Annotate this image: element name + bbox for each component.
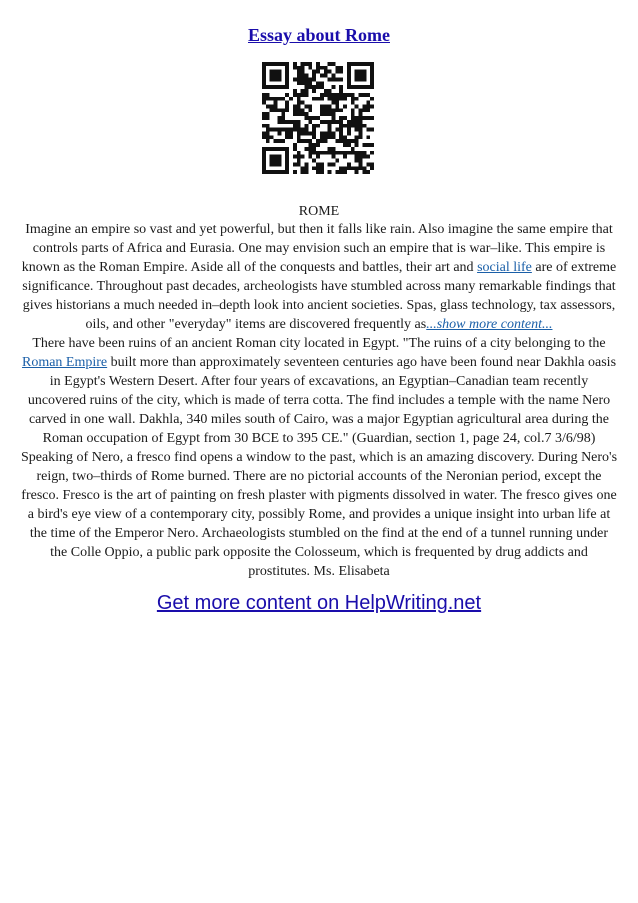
essay-heading: ROME — [298, 204, 340, 219]
social-life-link[interactable]: social life — [477, 260, 532, 275]
paragraph-3: Speaking of Nero, a fresco find opens a window to the past, which is an amazing discovery. During Nero's reign, two–thirds of Rome burned. There are no pictorial accounts of the Neronian period, except the fresco. Fresco is the art of painting on fresh plaster with pigments dissolved in water. The fresco gives one a bird's eye view of a contemporary city, possibly Rome, and provides a unique insight into urban life at the time of the Emperor Nero. Archaeologists stumbled on the find at the end of a tunnel running under the Colle Oppio, a public park opposite the Colosseum, which is frequented by drug addicts and prostitutes. Ms. Elisabeta — [20, 450, 618, 579]
paragraph-2-text-a: There have been ruins of an ancient Roman city located in Egypt. "The ruins of a city belonging to the — [32, 336, 606, 351]
qr-code-icon — [262, 62, 374, 174]
roman-empire-link[interactable]: Roman Empire — [21, 355, 108, 370]
paragraph-2 — [20, 334, 618, 448]
paragraph-1-text-b: are of extreme significance. Throughout past decades, archeologists have stumbled across many remarkable findings that gives historians a much needed in–depth look into ancient societies. Spas, glass technology, tax assessors, oils, and other "everyday" items are discovered frequently as — [22, 260, 617, 332]
paragraph-1 — [20, 220, 618, 334]
paragraph-1-text-a: Imagine an empire so vast and yet powerful, but then it falls like rain. Also imagine the same empire that controls parts of Africa and Eurasia. One may envision such an empire that is war–like. This empire is known as the Roman Empire. Aside all of the conquests and battles, their art and — [21, 222, 613, 275]
get-more-content-link[interactable]: Get more content on HelpWriting.net — [156, 592, 482, 614]
document-title[interactable]: Essay about Rome — [247, 25, 390, 45]
essay-body — [20, 220, 618, 581]
paragraph-2-text-b: built more than approximately seventeen centuries ago have been found near Dakhla oasis in Egypt's Western Desert. After four years of excavations, an Egyptian–Canadian team recently uncovered ruins of the city, which is made of terra cotta. The find includes a temple with the name Nero carved in one wall. Dakhla, 340 miles south of Cairo, was a major Egyptian agricultural area during the Roman occupation of Egypt from 30 BCE to 395 CE." (Guardian, section 1, page 24, col.7 3/6/98) — [27, 355, 617, 446]
show-more-link[interactable]: ...show more content... — [426, 317, 553, 332]
